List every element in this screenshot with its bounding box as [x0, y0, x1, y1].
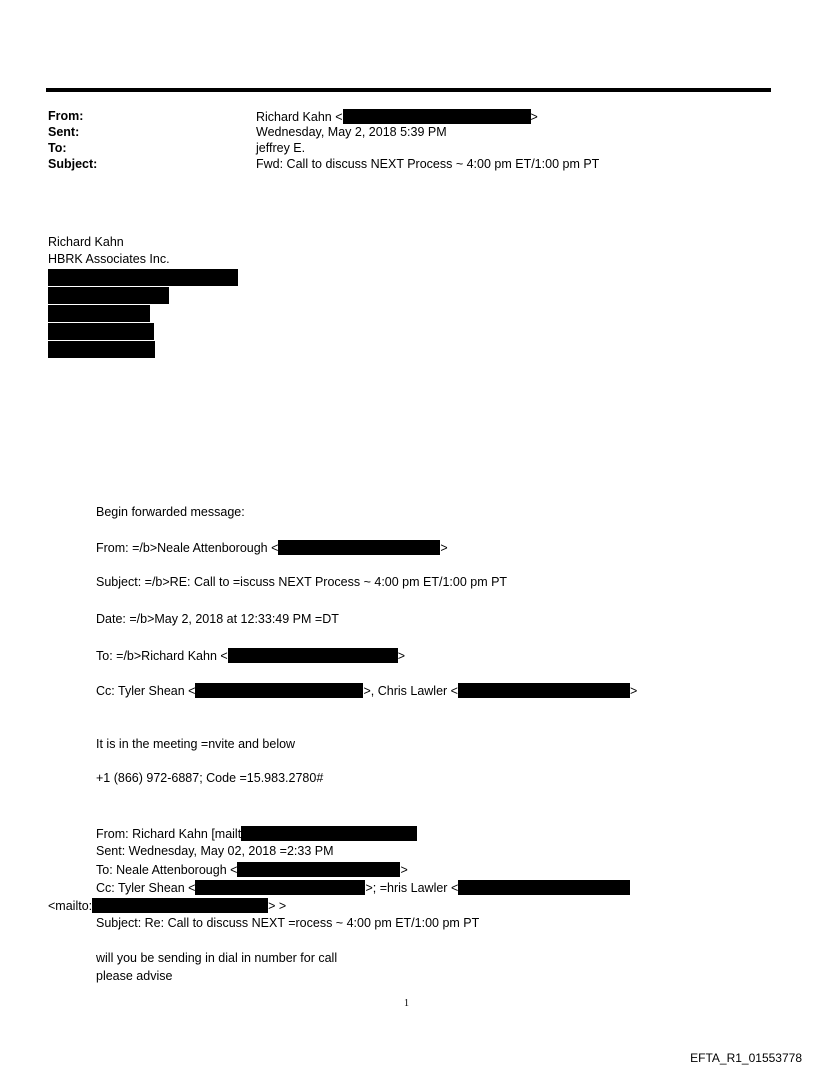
redaction-bar [195, 683, 363, 698]
forward-cc-close: > [629, 684, 638, 698]
subject-value: Fwd: Call to discuss NEXT Process ~ 4:00 pm ET/1:00 pm PT [256, 157, 600, 171]
document-id: EFTA_R1_01553778 [690, 1051, 802, 1065]
forward-from [96, 540, 448, 556]
redaction-bar [343, 109, 531, 124]
to-label: To: [48, 141, 67, 155]
quoted-to [96, 862, 408, 878]
forward-to-text: To: =/b>Richard Kahn < [96, 649, 228, 663]
redaction-bar [48, 323, 154, 340]
redaction-bar [48, 269, 238, 286]
quoted-mailto-text: <mailto: [48, 899, 93, 913]
redaction-bar [278, 540, 440, 555]
redaction-bar [195, 880, 365, 895]
forward-cc [96, 683, 637, 699]
sent-label: Sent: [48, 125, 80, 139]
redaction-bar [92, 898, 268, 913]
from-value [256, 109, 538, 125]
redaction-bar [241, 826, 417, 841]
quoted-from-text: From: Richard Kahn [mailt [96, 827, 242, 841]
redaction-bar [237, 862, 400, 877]
forward-from-close: > [440, 541, 448, 555]
subject-label: Subject: [48, 157, 98, 171]
redaction-bar [458, 683, 630, 698]
to-value: jeffrey E. [256, 141, 306, 155]
quoted-cc [96, 880, 630, 896]
quoted-mailto [48, 898, 286, 914]
forward-cc-text: Cc: Tyler Shean < [96, 684, 196, 698]
forward-to-close: > [397, 649, 405, 663]
from-close: > [530, 110, 538, 124]
redaction-bar [48, 341, 155, 358]
signature-name: Richard Kahn [48, 235, 124, 249]
redaction-bar [458, 880, 630, 895]
quoted-body-line2: please advise [96, 969, 173, 983]
from-name: Richard Kahn < [256, 110, 343, 124]
redaction-bar [48, 287, 169, 304]
redaction-bar [228, 648, 398, 663]
quoted-to-text: To: Neale Attenborough < [96, 863, 238, 877]
redaction-bar [48, 305, 150, 322]
quoted-mailto-close: > > [268, 899, 287, 913]
forward-intro: Begin forwarded message: [96, 505, 245, 519]
quoted-body-line1: will you be sending in dial in number for call [96, 951, 338, 965]
signature-company: HBRK Associates Inc. [48, 252, 170, 266]
forward-body-line1: It is in the meeting =nvite and below [96, 737, 296, 751]
from-label: From: [48, 109, 84, 123]
forward-date: Date: =/b>May 2, 2018 at 12:33:49 PM =DT [96, 612, 339, 626]
page-number: 1 [404, 998, 409, 1009]
forward-to [96, 648, 405, 664]
quoted-from [96, 826, 417, 842]
sent-value: Wednesday, May 2, 2018 5:39 PM [256, 125, 447, 139]
forward-from-text: From: =/b>Neale Attenborough < [96, 541, 279, 555]
quoted-subject: Subject: Re: Call to discuss NEXT =rocess ~ 4:00 pm ET/1:00 pm PT [96, 916, 480, 930]
quoted-to-close: > [400, 863, 408, 877]
quoted-cc-text: Cc: Tyler Shean < [96, 881, 196, 895]
forward-subject: Subject: =/b>RE: Call to =iscuss NEXT Process ~ 4:00 pm ET/1:00 pm PT [96, 575, 508, 589]
forward-cc-mid: >, Chris Lawler < [363, 684, 458, 698]
quoted-cc-mid: >; =hris Lawler < [365, 881, 459, 895]
quoted-sent: Sent: Wednesday, May 02, 2018 =2:33 PM [96, 844, 334, 858]
header-rule [46, 88, 771, 92]
forward-body-line2: +1 (866) 972-6887; Code =15.983.2780# [96, 771, 324, 785]
